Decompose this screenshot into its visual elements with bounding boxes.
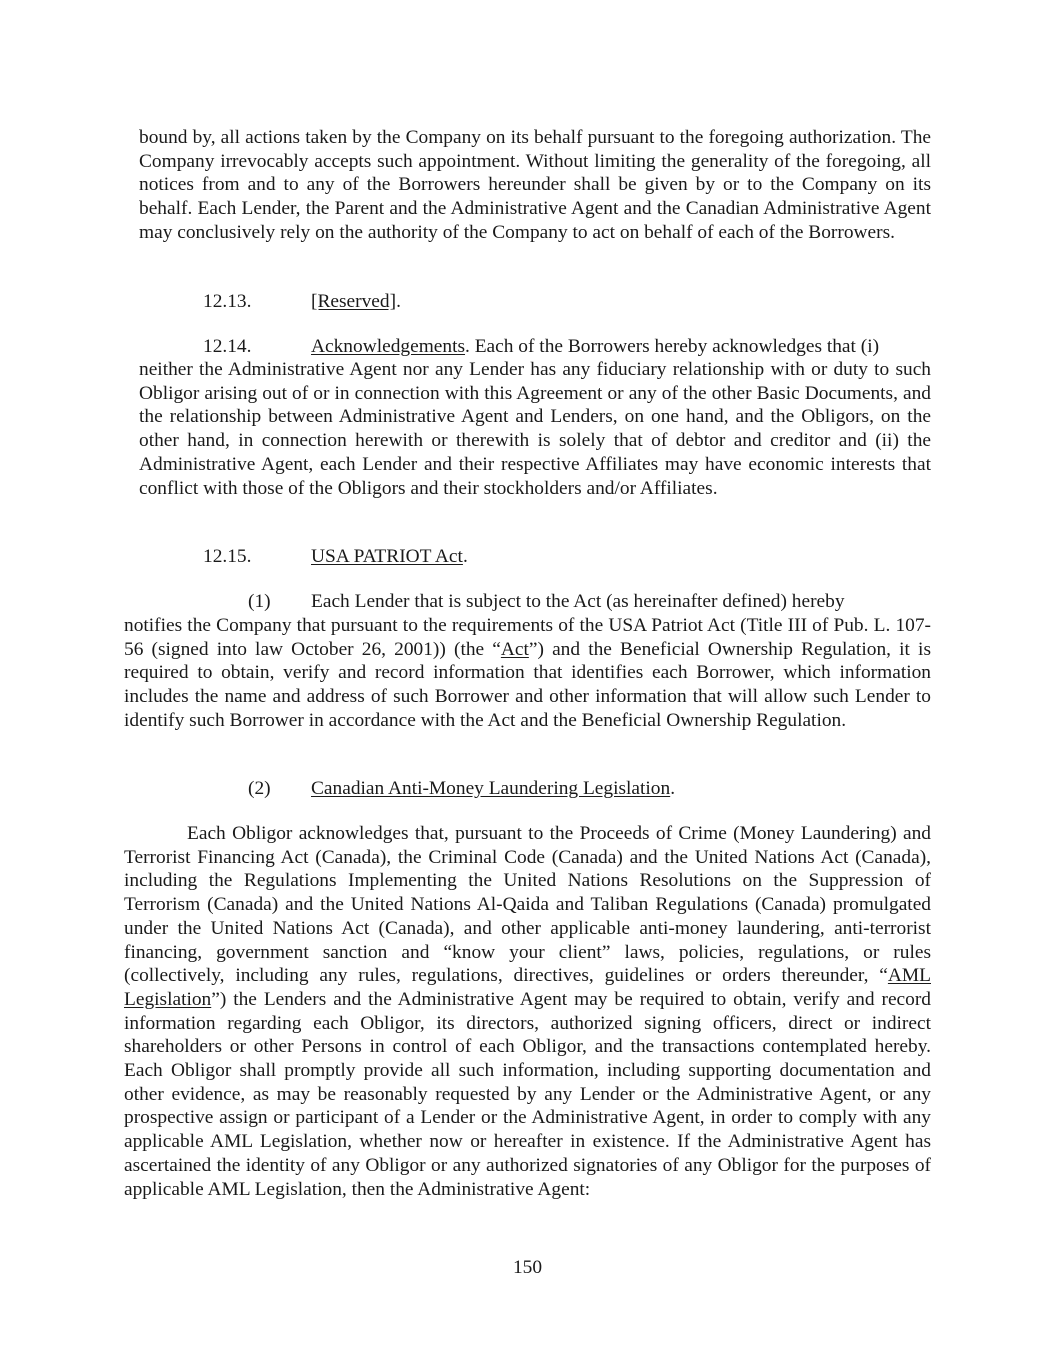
section-number: 12.15. [203,546,252,567]
aml-paragraph: Each Obligor acknowledges that, pursuant to the Proceeds of Crime (Money Laundering) and Terrorist Financing Act (Canada), the Criminal Code (Canada) and the United Nations Act (Canada), including the Regulations Implementing the United Nations Resolutions on the Suppression of Terrorism (Canada) and the United Nations Al-Qaida and Taliban Regulations (Canada) promulgated under the United Nations Act (Canada), and other applicable anti-money laundering, anti-terrorist financing, government sanction and “know your client” laws, policies, regulations, or rules (collectively, including any rules, regulations, directives, guidelines or orders thereunder, “AML Legislation”) the Lenders and the Administrative Agent may be required to obtain, verify and record information regarding each Obligor, its directors, authorized signing officers, direct or indirect shareholders or other Persons in control of each Obligor, and the transactions contemplated hereby. Each Obligor shall promptly provide all such information, including supporting documentation and other evidence, as may be reasonably requested by any Lender or the Administrative Agent, or any prospective assign or participant of a Lender or the Administrative Agent, in order to comply with any applicable AML Legislation, whether now or hereafter in existence. If the Administrative Agent has ascertained the identity of any Obligor or any authorized signatories of any Obligor for the purposes of applicable AML Legislation, then the Administrative Agent: [124,823,931,1200]
section-12-13: 12.13. [Reserved]. [203,291,401,312]
subsection-2: (2) Canadian Anti-Money Laundering Legislation. [248,778,676,799]
section-12-14-first-line: 12.14. Acknowledgements. Each of the Borrowers hereby acknowledges that (i) [203,336,880,357]
section-12-15: 12.15. USA PATRIOT Act. [203,546,468,567]
section-heading: USA PATRIOT Act [311,546,463,567]
defined-term-aml-legislation: AML Legislation [124,965,931,1010]
section-number: 12.13. [203,291,252,312]
intro-paragraph: bound by, all actions taken by the Company on its behalf pursuant to the foregoing authorization. The Company irrevocably accepts such appointment. Without limiting the generality of the foregoing, all notices from and to any of the Borrowers hereunder shall be given by or to the Company on its behalf. Each Lender, the Parent and the Administrative Agent and the Canadian Administrative Agent may conclusively rely on the authority of the Company to act on behalf of each of the Borrowers. [139,127,931,243]
defined-term-act: Act [500,638,529,660]
section-heading: Acknowledgements [311,336,466,357]
page-number: 150 [512,1257,543,1278]
subsection-heading: Canadian Anti-Money Laundering Legislation [311,778,671,799]
section-number: 12.14. [203,336,252,357]
subsection-1-body: notifies the Company that pursuant to the requirements of the USA Patriot Act (Title III of Pub. L. 107-56 (signed into law October 26, 2001)) (the “Act”) and the Beneficial Ownership Regulation, it is required to obtain, verify and record information that identifies each Borrower, which information includes the name and address of such Borrower and other information that will allow such Lender to identify such Borrower in accordance with the Act and the Beneficial Ownership Regulation. [124,615,931,731]
subsection-number: (2) [248,778,271,799]
subsection-1-first-line: (1) Each Lender that is subject to the Act (as hereinafter defined) hereby [248,591,845,612]
section-12-14-body: neither the Administrative Agent nor any Lender has any fiduciary relationship with or duty to such Obligor arising out of or in connection with this Agreement or any of the other Basic Documents, and the relationship between Administrative Agent and Lenders, on one hand, and the Obligors, on the other hand, in connection herewith or therewith is solely that of debtor and creditor and (ii) the Administrative Agent, each Lender and their respective Affiliates may have economic interests that conflict with those of the Obligors and their stockholders and/or Affiliates. [139,359,931,499]
subsection-number: (1) [248,591,271,612]
section-heading: [Reserved] [311,291,397,312]
